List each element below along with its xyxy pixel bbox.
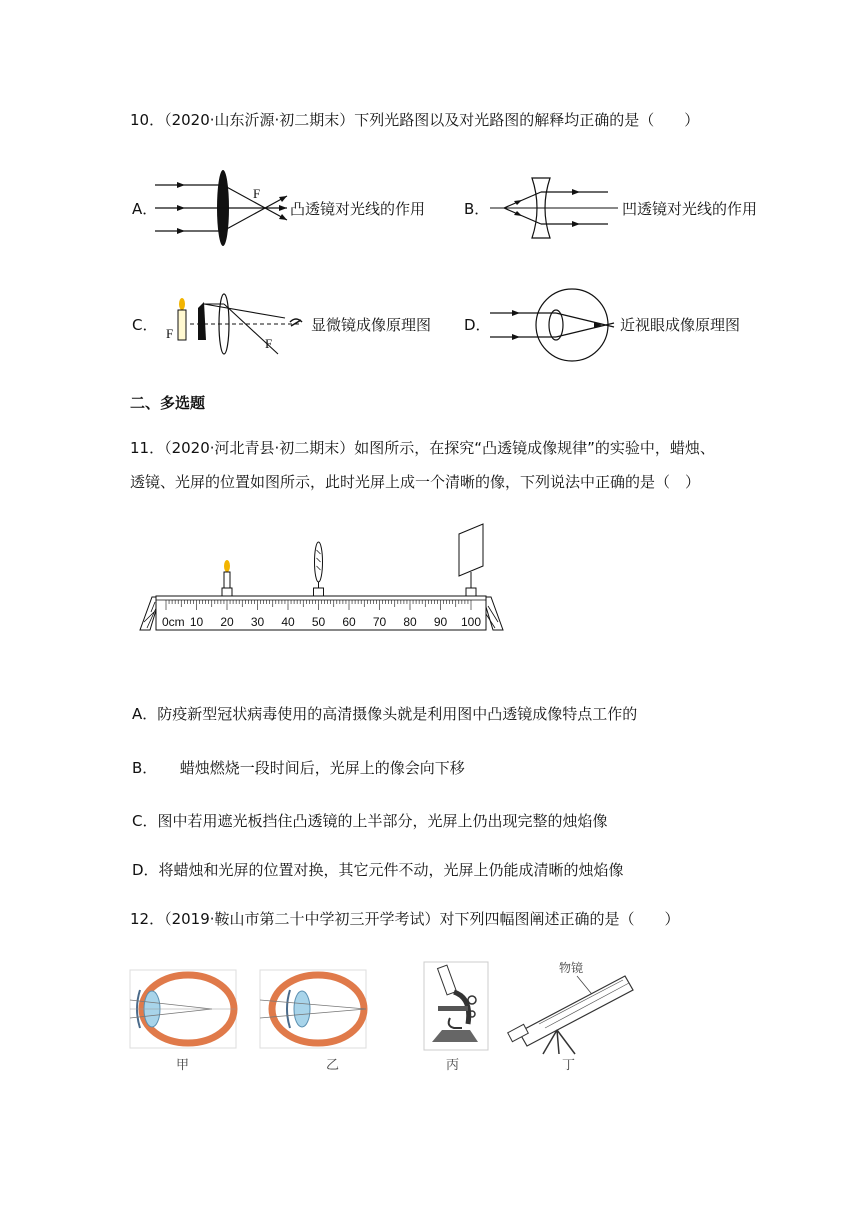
ruler-tick-label: 100 (460, 615, 482, 629)
q10-option-d-letter: D． (464, 316, 491, 334)
q10-option-a-caption: 凸透镜对光线的作用 (290, 200, 426, 218)
ruler-tick-label: 10 (189, 615, 204, 629)
candle-focus-label: F (166, 326, 174, 341)
ruler-tick-label: 90 (433, 615, 448, 629)
ruler-tick-label: 80 (403, 615, 417, 629)
q12-figure-label-jia: 甲 (176, 1058, 190, 1073)
microscope-principle-diagram (160, 292, 310, 362)
q11-option-d: D．将蜡烛和光屏的位置对换，其它元件不动，光屏上仍能成清晰的烛焰像 (132, 861, 624, 879)
ruler-tick-label: 60 (342, 615, 356, 629)
light-screen-on-bench (459, 524, 483, 596)
q10-option-c-letter: C． (132, 316, 158, 334)
optical-bench-diagram (138, 522, 508, 637)
objective-label: 物镜 (559, 961, 584, 975)
ruler-tick-label: 30 (250, 615, 265, 629)
candle (178, 310, 186, 340)
ruler-tick-label: 0cm (162, 615, 185, 629)
q12-figure-label-bing: 丙 (446, 1058, 460, 1073)
q10-stem: 10．（2020·山东沂源·初二期末）下列光路图以及对光路图的解释均正确的是（ ） (130, 111, 700, 129)
q12-figure-label-yi: 乙 (326, 1058, 340, 1073)
q10-option-b-letter: B． (464, 200, 490, 218)
q11-option-c: C．图中若用遮光板挡住凸透镜的上半部分，光屏上仍出现完整的烛焰像 (132, 812, 608, 830)
q12-stem: 12．（2019·鞍山市第二十中学初三开学考试）对下列四幅图阐述正确的是（ ） (130, 910, 680, 928)
candle-flame (224, 560, 230, 572)
section-title: 二、多选题 (130, 394, 206, 412)
concave-lens-diagram (490, 168, 620, 248)
focus-label: F (253, 186, 261, 201)
q11-stem-line1: 11．（2020·河北青县·初二期末）如图所示，在探究“凸透镜成像规律”的实验中，蜡烛、 (130, 439, 715, 457)
focus-label-c: F (265, 336, 273, 351)
q11-option-b: B． 蜡烛燃烧一段时间后，光屏上的像会向下移 (132, 759, 465, 777)
convex-lens-on-bench (314, 542, 324, 596)
candle-on-bench (222, 560, 232, 596)
ruler-tick-label: 70 (372, 615, 387, 629)
q12-figure-label-ding: 丁 (562, 1058, 576, 1073)
q10-option-c-caption: 显微镜成像原理图 (311, 316, 432, 334)
ruler-tick-label: 20 (220, 615, 234, 629)
telescope-figure-ding (505, 958, 635, 1054)
q10-option-d-caption: 近视眼成像原理图 (620, 316, 741, 334)
object-arrow (198, 302, 206, 340)
q10-option-b-caption: 凹透镜对光线的作用 (622, 200, 758, 218)
eye-icon (290, 319, 302, 326)
myopia-eye-diagram (490, 285, 620, 365)
q11-stem-line2: 透镜、光屏的位置如图所示，此时光屏上成一个清晰的像，下列说法中正确的是（ ） (130, 473, 701, 491)
q10-option-a-letter: A． (132, 200, 158, 218)
microscope-figure-bing (424, 962, 490, 1052)
convex-lens-diagram (155, 168, 295, 248)
q11-option-a: A．防疫新型冠状病毒使用的高清摄像头就是利用图中凸透镜成像特点工作的 (132, 705, 638, 723)
ruler-tick-label: 40 (281, 615, 295, 629)
ruler-tick-label: 50 (311, 615, 326, 629)
flame (179, 298, 185, 310)
eye-figure-jia (130, 970, 236, 1060)
eye-figure-yi (260, 970, 366, 1060)
